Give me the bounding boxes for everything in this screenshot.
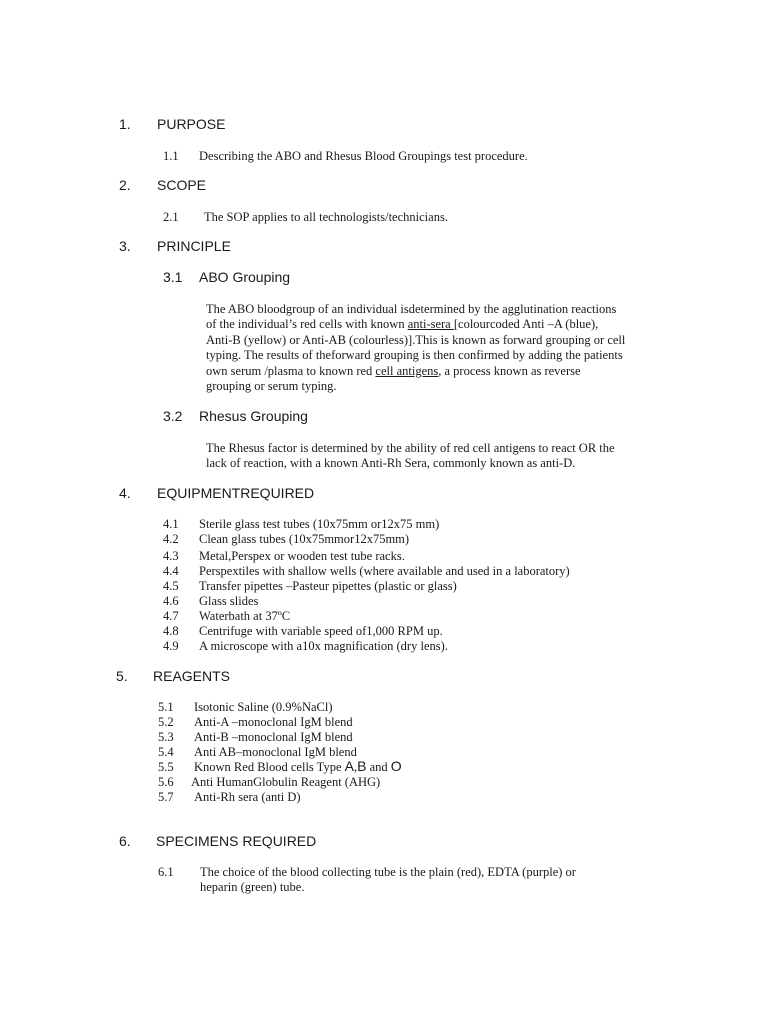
item-number: 5.4 bbox=[158, 745, 174, 759]
item-number: 1.1 bbox=[163, 149, 179, 163]
equipment-item: Glass slides bbox=[199, 594, 259, 608]
section-6-title: SPECIMENS REQUIRED bbox=[156, 833, 317, 849]
subsection-3-1-title: ABO Grouping bbox=[199, 269, 291, 285]
text-run: and bbox=[366, 760, 391, 774]
reagent-item: Anti-A –monoclonal IgM blend bbox=[194, 715, 353, 729]
section-5-number: 5. bbox=[116, 668, 128, 684]
paragraph-line: lack of reaction, with a known Anti-Rh Sera, commonly known as anti-D. bbox=[206, 456, 576, 471]
paragraph-line: Anti-B (yellow) or Anti-AB (colourless)].This is known as forward grouping or cell bbox=[206, 332, 626, 347]
paragraph-line: grouping or serum typing. bbox=[206, 379, 337, 394]
item-number: 5.2 bbox=[158, 715, 174, 729]
cell-type-o: O bbox=[390, 758, 402, 774]
subsection-3-2-title: Rhesus Grouping bbox=[199, 408, 308, 424]
equipment-item: Waterbath at 37ºC bbox=[199, 609, 291, 623]
item-number: 4.1 bbox=[163, 517, 179, 531]
section-3-number: 3. bbox=[119, 238, 131, 254]
subsection-3-2-number: 3.2 bbox=[163, 408, 183, 424]
abo-grouping-paragraph bbox=[206, 302, 625, 394]
item-number: 4.5 bbox=[163, 579, 179, 593]
item-number: 4.9 bbox=[163, 639, 179, 653]
reagent-item bbox=[194, 758, 402, 775]
reagent-item: Anti-Rh sera (anti D) bbox=[194, 790, 301, 804]
subsection-3-1-number: 3.1 bbox=[163, 269, 183, 285]
cell-type-b: B bbox=[357, 758, 367, 774]
underlined-term: anti-sera bbox=[407, 317, 454, 332]
section-2-title: SCOPE bbox=[157, 177, 207, 193]
item-number: 4.3 bbox=[163, 549, 179, 563]
paragraph-line bbox=[206, 317, 625, 332]
rhesus-grouping-paragraph bbox=[206, 441, 615, 472]
paragraph-line bbox=[206, 364, 625, 379]
paragraph-line: The Rhesus factor is determined by the ability of red cell antigens to react OR the bbox=[206, 441, 615, 455]
item-number: 6.1 bbox=[158, 865, 174, 879]
item-text: The SOP applies to all technologists/technicians. bbox=[204, 210, 448, 224]
equipment-item: Centrifuge with variable speed of1,000 RPM up. bbox=[199, 624, 443, 638]
paragraph-line: typing. The results of theforward grouping is then confirmed by adding the patients bbox=[206, 348, 623, 363]
item-number: 5.7 bbox=[158, 790, 174, 804]
item-number: 5.3 bbox=[158, 730, 174, 744]
paragraph-line: The choice of the blood collecting tube is the plain (red), EDTA (purple) or bbox=[200, 865, 576, 879]
specimen-text bbox=[200, 865, 576, 896]
section-1-number: 1. bbox=[119, 116, 131, 132]
equipment-item: Clean glass tubes (10x75mmor12x75mm) bbox=[199, 532, 410, 546]
item-text: Describing the ABO and Rhesus Blood Groupings test procedure. bbox=[199, 149, 528, 163]
text-run: , bbox=[353, 760, 358, 774]
underlined-term: cell antigens bbox=[375, 363, 439, 378]
paragraph-line: The ABO bloodgroup of an individual isdetermined by the agglutination reactions bbox=[206, 302, 617, 316]
section-2-number: 2. bbox=[119, 177, 131, 193]
item-number: 4.6 bbox=[163, 594, 179, 608]
paragraph-line: heparin (green) tube. bbox=[200, 880, 305, 895]
cell-type-a: A bbox=[344, 758, 354, 774]
text-run: [colourcoded Anti –A (blue), bbox=[453, 317, 599, 332]
reagent-item: Anti AB–monoclonal IgM blend bbox=[194, 745, 357, 759]
item-number: 5.6 bbox=[158, 775, 174, 789]
reagent-item: Anti HumanGlobulin Reagent (AHG) bbox=[191, 775, 381, 789]
item-number: 4.2 bbox=[163, 532, 179, 546]
text-run: own serum /plasma to known red bbox=[206, 363, 376, 378]
item-number: 4.4 bbox=[163, 564, 179, 578]
equipment-item: Perspextiles with shallow wells (where available and used in a laboratory) bbox=[199, 564, 570, 578]
item-number: 4.8 bbox=[163, 624, 179, 638]
reagent-item: Anti-B –monoclonal IgM blend bbox=[194, 730, 353, 744]
text-run: Known Red Blood cells Type bbox=[194, 760, 345, 774]
equipment-item: Transfer pipettes –Pasteur pipettes (plastic or glass) bbox=[199, 579, 457, 593]
section-6-number: 6. bbox=[119, 833, 131, 849]
equipment-item: Sterile glass test tubes (10x75mm or12x75 mm) bbox=[199, 517, 440, 531]
section-4-title: EQUIPMENTREQUIRED bbox=[157, 485, 315, 501]
item-number: 4.7 bbox=[163, 609, 179, 623]
reagent-item: Isotonic Saline (0.9%NaCl) bbox=[194, 700, 333, 714]
section-5-title: REAGENTS bbox=[153, 668, 231, 684]
text-run: , a process known as reverse bbox=[438, 363, 581, 378]
equipment-item: A microscope with a10x magnification (dry lens). bbox=[199, 639, 448, 653]
item-number: 5.5 bbox=[158, 760, 174, 774]
section-4-number: 4. bbox=[119, 485, 131, 501]
item-number: 5.1 bbox=[158, 700, 174, 714]
equipment-item: Metal,Perspex or wooden test tube racks. bbox=[199, 549, 405, 563]
section-3-title: PRINCIPLE bbox=[157, 238, 231, 254]
text-run: of the individual’s red cells with known bbox=[206, 317, 408, 332]
section-1-title: PURPOSE bbox=[157, 116, 226, 132]
item-number: 2.1 bbox=[163, 210, 179, 224]
